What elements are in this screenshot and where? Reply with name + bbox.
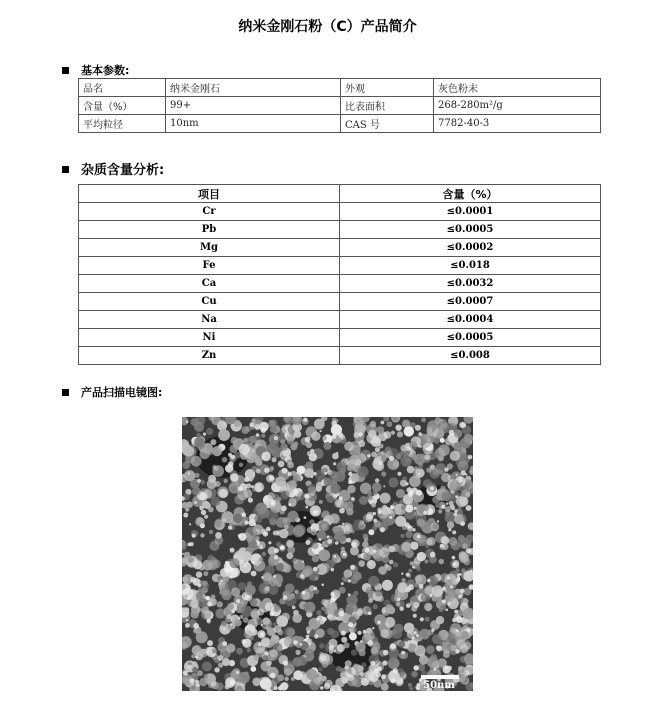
table-cell: 灰色粉末	[434, 79, 601, 97]
table-cell: 平均粒径	[79, 115, 166, 133]
content-cell: ≤0.0007	[340, 293, 601, 311]
table-row	[79, 115, 601, 133]
table-row	[79, 257, 601, 275]
sem-micrograph-image	[182, 417, 473, 691]
element-cell: Cu	[79, 293, 340, 311]
section-heading-basic: 基本参数:	[62, 62, 129, 78]
table-row	[79, 239, 601, 257]
table-cell: 比表面积	[341, 97, 434, 115]
page-title: 纳米金刚石粉（C）产品简介	[238, 19, 417, 35]
square-bullet-icon	[62, 67, 69, 74]
table-row	[79, 97, 601, 115]
table-row	[79, 293, 601, 311]
table-row	[79, 221, 601, 239]
table-cell: 10nm	[166, 115, 341, 133]
table-row	[79, 347, 601, 365]
table-row	[79, 203, 601, 221]
element-cell: Zn	[79, 347, 340, 365]
table-cell: 含量（%）	[79, 97, 166, 115]
table-cell: 品名	[79, 79, 166, 97]
content-cell: ≤0.0032	[340, 275, 601, 293]
square-bullet-icon	[62, 389, 69, 396]
table-row	[79, 79, 601, 97]
column-header-item: 项目	[79, 185, 340, 203]
content-cell: ≤0.0005	[340, 329, 601, 347]
table-row	[79, 329, 601, 347]
table-cell: 268-280m²/g	[434, 97, 601, 115]
element-cell: Mg	[79, 239, 340, 257]
table-row	[79, 311, 601, 329]
content-cell: ≤0.0004	[340, 311, 601, 329]
table-cell: CAS 号	[341, 115, 434, 133]
table-cell: 外观	[341, 79, 434, 97]
element-cell: Ca	[79, 275, 340, 293]
content-cell: ≤0.0001	[340, 203, 601, 221]
element-cell: Pb	[79, 221, 340, 239]
content-cell: ≤0.008	[340, 347, 601, 365]
content-cell: ≤0.0005	[340, 221, 601, 239]
table-header-row	[79, 185, 601, 203]
impurity-table	[78, 184, 601, 365]
sem-particle-texture	[182, 417, 473, 691]
square-bullet-icon	[62, 166, 69, 173]
column-header-content: 含量（%）	[340, 185, 601, 203]
section-heading-sem: 产品扫描电镜图:	[62, 384, 162, 400]
element-cell: Ni	[79, 329, 340, 347]
scale-bar	[421, 675, 459, 679]
element-cell: Na	[79, 311, 340, 329]
section-heading-impurity: 杂质含量分析:	[62, 159, 164, 178]
content-cell: ≤0.018	[340, 257, 601, 275]
scale-label: 50nm	[423, 680, 455, 691]
element-cell: Fe	[79, 257, 340, 275]
content-cell: ≤0.0002	[340, 239, 601, 257]
table-cell: 7782-40-3	[434, 115, 601, 133]
element-cell: Cr	[79, 203, 340, 221]
table-row	[79, 275, 601, 293]
table-cell: 纳米金刚石	[166, 79, 341, 97]
basic-params-table	[78, 78, 601, 133]
table-cell: 99+	[166, 97, 341, 115]
